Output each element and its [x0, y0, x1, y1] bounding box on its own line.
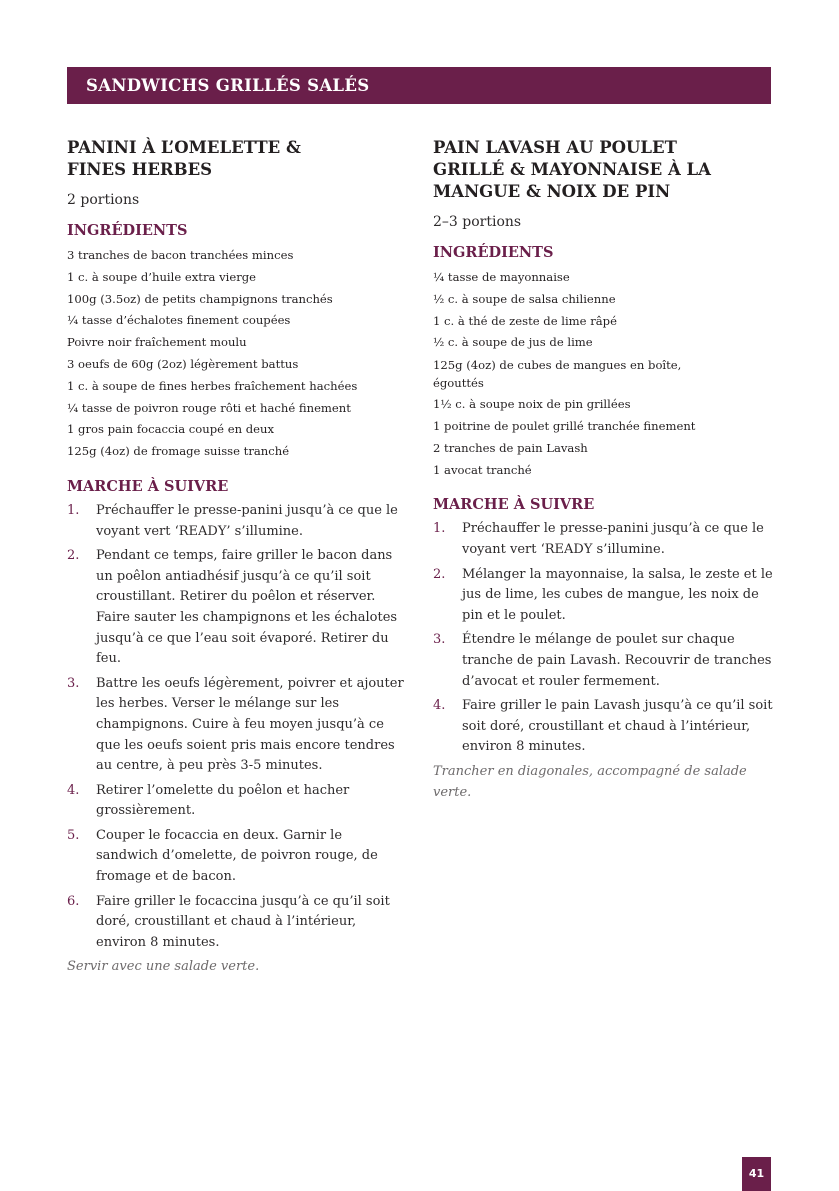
- step-text: Couper le focaccia en deux. Garnir le sandwich d’omelette, de poivron rouge, de fromage et de bacon.: [96, 827, 378, 885]
- serving-note: Servir avec une salade verte.: [67, 959, 260, 975]
- ingredients-list: [433, 267, 773, 481]
- method-step: [433, 696, 773, 758]
- ingredient-item: ¼ tasse d’échalotes finement coupées: [67, 313, 291, 328]
- step-text: Mélanger la mayonnaise, la salsa, le zeste et le jus de lime, les cubes de mangue, les noix de pin et le poulet.: [462, 566, 773, 623]
- ingredient-item: ½ c. à soupe de jus de lime: [433, 335, 593, 350]
- recipe-title-line-2: GRILLÉ & MAYONNAISE À LA: [433, 160, 711, 179]
- method-heading: MARCHE À SUIVRE: [67, 477, 229, 495]
- ingredient-item: 3 tranches de bacon tranchées minces: [67, 248, 294, 262]
- recipe-portions: 2–3 portions: [433, 214, 522, 230]
- method-heading: MARCHE À SUIVRE: [433, 496, 595, 514]
- method-steps: [433, 519, 773, 758]
- ingredients-heading: INGRÉDIENTS: [433, 244, 554, 261]
- step-text: Faire griller le focaccina jusqu’à ce qu’il soit doré, croustillant et chaud à l’intérieur, environ 8 minutes.: [96, 893, 390, 950]
- section-banner: [67, 67, 771, 104]
- step-text: Battre les oeufs légèrement, poivrer et ajouter les herbes. Verser le mélange sur les champignons. Cuire à feu moyen jusqu’à ce que les oeufs soient pris mais encore tendres au centre, à peu près 3-5 minutes.: [96, 675, 404, 774]
- method-step: [67, 826, 407, 888]
- page-number-badge: [742, 1157, 771, 1191]
- method-step: [67, 892, 407, 954]
- recipe-title-line-1: PANINI À L’OMELETTE &: [67, 138, 301, 157]
- ingredient-item: ¼ tasse de mayonnaise: [433, 270, 570, 284]
- method-step: [67, 501, 407, 542]
- recipe-title-line-3: MANGUE & NOIX DE PIN: [433, 182, 671, 201]
- step-number: 4.: [433, 698, 446, 714]
- step-number: 6.: [67, 893, 80, 909]
- ingredients-list: [67, 245, 407, 463]
- recipe-panini-omelette: [67, 132, 407, 978]
- step-text: Préchauffer le presse-panini jusqu’à ce que le voyant vert ‘READY’ s’illumine.: [96, 502, 398, 539]
- ingredient-item: ¼ tasse de poivron rouge rôti et haché finement: [67, 400, 351, 415]
- ingredient-item: 125g (4oz) de cubes de mangues en boîte, égouttés: [433, 358, 682, 391]
- method-steps: [67, 501, 407, 953]
- recipe-title-line-2: FINES HERBES: [67, 160, 213, 179]
- ingredient-item: 1 poitrine de poulet grillé tranchée finement: [433, 418, 696, 433]
- ingredients-heading: INGRÉDIENTS: [67, 222, 188, 239]
- ingredient-item: 125g (4oz) de fromage suisse tranché: [67, 444, 290, 459]
- method-step: [67, 781, 407, 822]
- step-text: Retirer l’omelette du poêlon et hacher grossièrement.: [96, 782, 350, 819]
- ingredient-item: 2 tranches de pain Lavash: [433, 440, 588, 455]
- method-step: [433, 565, 773, 627]
- step-number: 4.: [67, 782, 80, 798]
- method-step: [67, 674, 407, 777]
- step-number: 2.: [433, 566, 446, 582]
- step-text: Préchauffer le presse-panini jusqu’à ce que le voyant vert ‘READY s’illumine.: [462, 521, 764, 557]
- recipe-portions: 2 portions: [67, 192, 140, 208]
- ingredient-item: 1½ c. à soupe noix de pin grillées: [433, 397, 631, 412]
- step-number: 5.: [67, 827, 80, 843]
- recipe-title-line-1: PAIN LAVASH AU POULET: [433, 138, 677, 157]
- step-text: Étendre le mélange de poulet sur chaque tranche de pain Lavash. Recouvrir de tranches d’avocat et rouler fermement.: [462, 632, 772, 689]
- recipe-title: [433, 137, 773, 203]
- step-number: 2.: [67, 548, 80, 564]
- ingredient-item: 1 avocat tranché: [433, 462, 532, 477]
- ingredient-item: 1 c. à thé de zeste de lime râpé: [433, 313, 617, 328]
- ingredient-item: 3 oeufs de 60g (2oz) légèrement battus: [67, 356, 299, 371]
- recipe-lavash-chicken: [433, 132, 773, 803]
- ingredient-item: Poivre noir fraîchement moulu: [67, 335, 247, 350]
- section-title: SANDWICHS GRILLÉS SALÉS: [86, 76, 370, 95]
- serving-note: Trancher en diagonales, accompagné de salade verte.: [433, 763, 747, 800]
- recipe-title: [67, 137, 407, 181]
- ingredient-item: 100g (3.5oz) de petits champignons tranchés: [67, 291, 333, 306]
- step-number: 1.: [433, 521, 446, 537]
- method-step: [433, 630, 773, 692]
- page-number: 41: [748, 1167, 765, 1180]
- ingredient-item: 1 c. à soupe d’huile extra vierge: [67, 269, 257, 284]
- step-text: Pendant ce temps, faire griller le bacon dans un poêlon antiadhésif jusqu’à ce qu’il soit croustillant. Retirer du poêlon et réserver. Faire sauter les champignons et les échalotes jusqu’à ce que l’eau soit évaporé. Retirer du feu.: [96, 548, 398, 667]
- method-step: [67, 546, 407, 670]
- step-number: 3.: [67, 675, 80, 691]
- step-number: 1.: [67, 502, 80, 518]
- step-number: 3.: [433, 632, 446, 648]
- step-text: Faire griller le pain Lavash jusqu’à ce qu’il soit soit doré, croustillant et chaud à l’intérieur, environ 8 minutes.: [462, 698, 773, 755]
- method-step: [433, 519, 773, 560]
- ingredient-item: 1 c. à soupe de fines herbes fraîchement hachées: [67, 378, 358, 393]
- ingredient-item: ½ c. à soupe de salsa chilienne: [433, 291, 616, 306]
- ingredient-item: 1 gros pain focaccia coupé en deux: [67, 422, 275, 437]
